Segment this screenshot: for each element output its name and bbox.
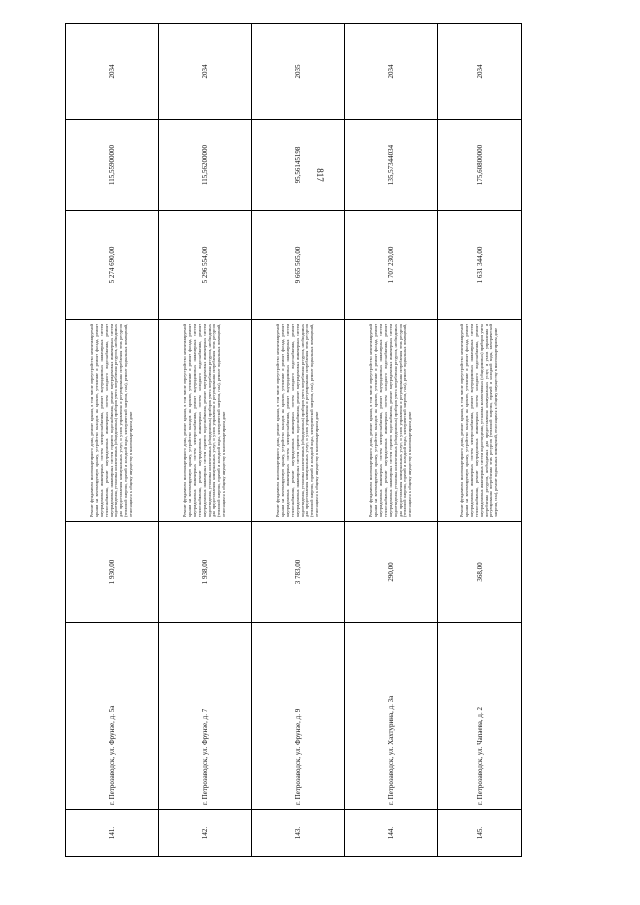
unit-cost-cell: 115,56200000 [159,120,252,211]
table-row [66,24,159,857]
unit-cost-cell: 115,55900000 [66,120,159,211]
works-cell: Ремонт фундамента многоквартирного дома, ремонт крыши, в том числе переустройство невентилируемой крыши на вентилируемую крышу, устройство выходов на кровлю, утепление и ремонт фасада, ремонт внутридомовых инженерных систем электроснабжения, ремонт внутридомовых инженерных систем теплоснабжения, ремонт внутридомовых инженерных систем холодного водоснабжения, ремонт внутридомовых инженерных систем водоотведения, установка коллективных (общедомовых) приборов учета потребления ресурсов, необходимых для предоставления коммунальных услуг, и узлов управления и регулирования потребления этих ресурсов (тепловой энергии, горячей и холодной воды, электрической энергии, газа), ремонт подвальных помещений, относящихся к общему имуществу в многоквартирном доме [438,320,522,522]
year-cell: 2034 [345,24,438,120]
address-cell: г. Петрозаводск, ул. Хахтурина, д. 3а [345,623,438,810]
area-cell: 3 783,00 [252,522,345,623]
address-cell: г. Петрозаводск, ул. Фрунзе, д. 5а [66,623,159,810]
table-row [438,24,522,857]
cost-cell: 5 296 554,00 [159,211,252,320]
address-cell: г. Петрозаводск, ул. Фрунзе, д. 7 [159,623,252,810]
area-cell: 368,00 [438,522,522,623]
row-number-cell: 145. [438,810,522,857]
page-number-text: 817 [315,168,325,182]
unit-cost-cell: 175,60800000 [438,120,522,211]
works-cell: Ремонт фундамента многоквартирного дома, ремонт крыши, в том числе переустройство невентилируемой крыши на вентилируемую крышу, устройство выходов на кровлю, утепление и ремонт фасада, ремонт внутридомовых инженерных систем электроснабжения, ремонт внутридомовых инженерных систем теплоснабжения, ремонт внутридомовых инженерных систем холодного водоснабжения, ремонт внутридомовых инженерных систем горячего водоснабжения, ремонт внутридомовых инженерных систем водоотведения, установка коллективных (общедомовых) приборов учета потребления ресурсов, необходимых для предоставления коммунальных услуг, и узлов управления и регулирования потребления этих ресурсов (тепловой энергии, горячей и холодной воды, электрической энергии, газа), ремонт подвальных помещений, относящихся к общему имуществу в многоквартирном доме [252,320,345,522]
cost-cell: 5 274 690,00 [66,211,159,320]
works-cell: Ремонт фундамента многоквартирного дома, ремонт крыши, в том числе переустройство невентилируемой крыши на вентилируемую крышу, устройство выходов на кровлю, утепление и ремонт фасада, ремонт внутридомовых инженерных систем электроснабжения, ремонт внутридомовых инженерных систем теплоснабжения, ремонт внутридомовых инженерных систем холодного водоснабжения, ремонт внутридомовых инженерных систем горячего водоснабжения, ремонт внутридомовых инженерных систем водоотведения, установка коллективных (общедомовых) приборов учета потребления ресурсов, необходимых для предоставления коммунальных услуг, и узлов управления и регулирования потребления этих ресурсов (тепловой энергии, горячей и холодной воды, электрической энергии, газа), ремонт подвальных помещений, относящихся к общему имуществу в многоквартирном доме [345,320,438,522]
row-number-cell: 144. [345,810,438,857]
year-cell: 2035 [252,24,345,120]
unit-cost-cell: 95,56145198 [252,120,345,211]
address-cell: г. Петрозаводск, ул. Чапаева, д. 2 [438,623,522,810]
works-cell: Ремонт фундамента многоквартирного дома, ремонт крыши, в том числе переустройство невентилируемой крыши на вентилируемую крышу, устройство выходов на кровлю, утепление и ремонт фасада, ремонт внутридомовых инженерных систем электроснабжения, ремонт внутридомовых инженерных систем теплоснабжения, ремонт внутридомовых инженерных систем холодного водоснабжения, ремонт внутридомовых инженерных систем горячего водоснабжения, ремонт внутридомовых инженерных систем водоотведения, установка коллективных (общедомовых) приборов учета потребления ресурсов, необходимых для предоставления коммунальных услуг, и узлов управления и регулирования потребления этих ресурсов (тепловой энергии, горячей и холодной воды, электрической энергии, газа), ремонт подвальных помещений, относящихся к общему имуществу в многоквартирном доме [66,320,159,522]
year-cell: 2034 [66,24,159,120]
row-number-cell: 143. [252,810,345,857]
cost-cell: 1 707 230,00 [345,211,438,320]
table-row [345,24,438,857]
unit-cost-cell: 135,57344034 [345,120,438,211]
year-cell: 2034 [159,24,252,120]
area-cell: 290,00 [345,522,438,623]
row-number-cell: 141. [66,810,159,857]
capital-repair-table [65,23,522,857]
year-cell: 2034 [438,24,522,120]
table-row [252,24,345,857]
cost-cell: 1 631 344,00 [438,211,522,320]
cost-cell: 9 665 565,00 [252,211,345,320]
area-cell: 1 930,00 [66,522,159,623]
row-number-cell: 142. [159,810,252,857]
address-cell: г. Петрозаводск, ул. Фрунзе, д. 9 [252,623,345,810]
table-row [159,24,252,857]
works-cell: Ремонт фундамента многоквартирного дома, ремонт крыши, в том числе переустройство невентилируемой крыши на вентилируемую крышу, устройство выходов на кровлю, утепление и ремонт фасада, ремонт внутридомовых инженерных систем электроснабжения, ремонт внутридомовых инженерных систем теплоснабжения, ремонт внутридомовых инженерных систем холодного водоснабжения, ремонт внутридомовых инженерных систем горячего водоснабжения, ремонт внутридомовых инженерных систем водоотведения, установка коллективных (общедомовых) приборов учета потребления ресурсов, необходимых для предоставления коммунальных услуг, и узлов управления и регулирования потребления этих ресурсов (тепловой энергии, горячей и холодной воды, электрической энергии, газа), ремонт подвальных помещений, относящихся к общему имуществу в многоквартирном доме [159,320,252,522]
area-cell: 1 938,00 [159,522,252,623]
